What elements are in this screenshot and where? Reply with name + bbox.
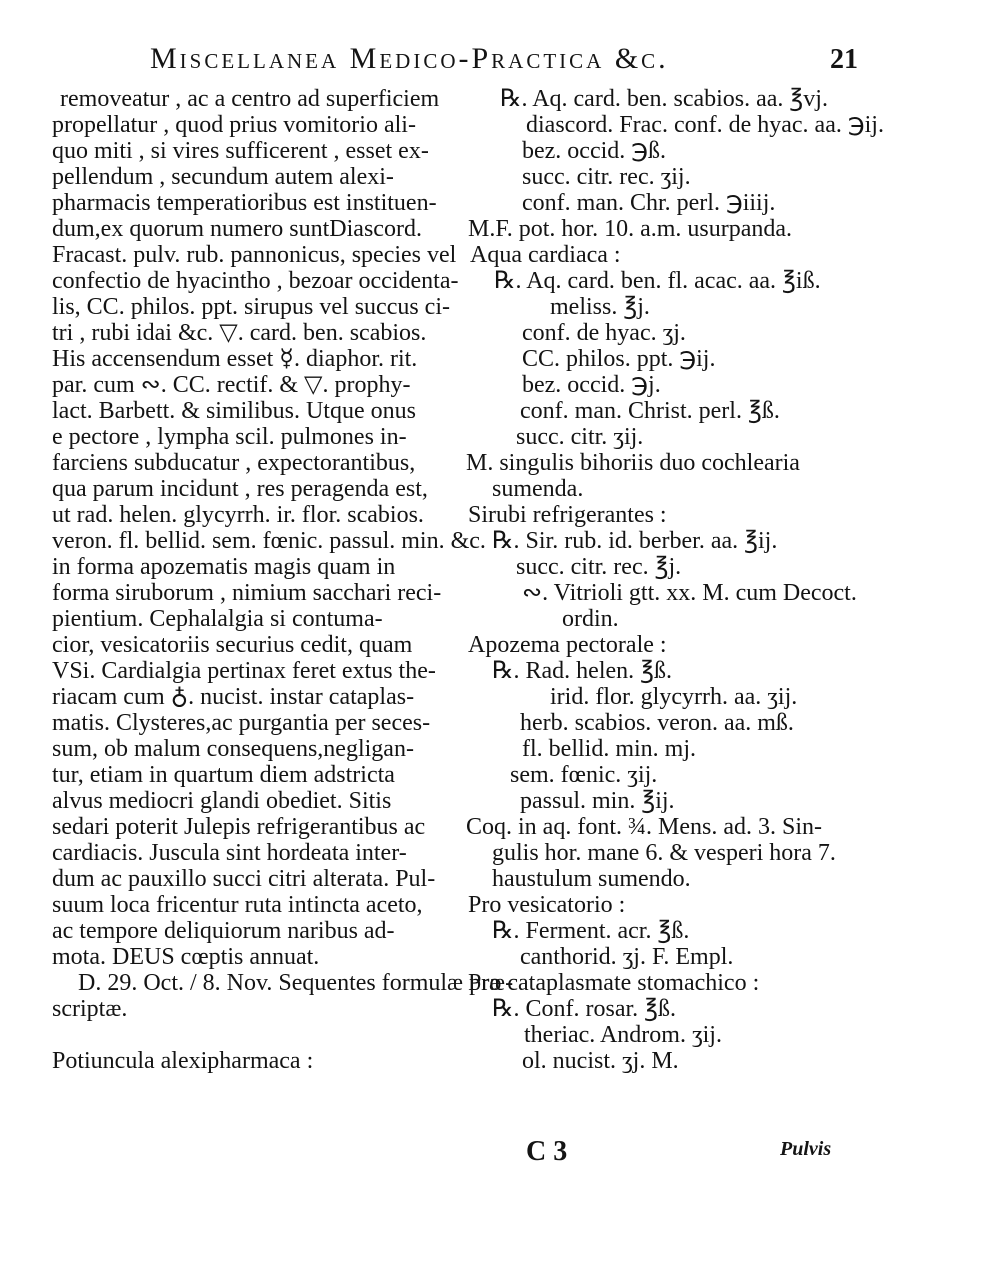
right-column-line: theriac. Androm. ʒij.	[524, 1022, 722, 1048]
right-column-line: fl. bellid. min. mj.	[522, 736, 696, 762]
left-column-line: e pectore , lympha scil. pulmones in-	[52, 424, 407, 450]
right-column-line: irid. flor. glycyrrh. aa. ʒij.	[550, 684, 798, 710]
left-column-line: alvus mediocri glandi obediet. Sitis	[52, 788, 392, 814]
right-text-column	[466, 86, 884, 1074]
right-column-line: gulis hor. mane 6. & vesperi hora 7.	[492, 840, 836, 866]
left-column-line: propellatur , quod prius vomitorio ali-	[52, 112, 416, 138]
right-column-line: succ. citr. ʒij.	[516, 424, 644, 450]
right-column-line: Coq. in aq. font. ¾. Mens. ad. 3. Sin-	[466, 814, 822, 840]
right-column-line: M. singulis bihoriis duo cochlearia	[466, 450, 800, 476]
left-column-line: D. 29. Oct. / 8. Nov. Sequentes formulæ præ-	[78, 970, 514, 996]
left-column-line: VSi. Cardialgia pertinax feret extus the-	[52, 658, 436, 684]
left-column-line: qua parum incidunt , res peragenda est,	[52, 476, 428, 502]
left-column-line: ac tempore deliquiorum naribus ad-	[52, 918, 395, 944]
right-column-line: ℞. Rad. helen. ℥ß.	[492, 658, 673, 684]
left-column-line: His accensendum esset ☿. diaphor. rit.	[52, 346, 418, 372]
left-column-line: in forma apozematis magis quam in	[52, 554, 396, 580]
left-column-line: pientium. Cephalalgia si contuma-	[52, 606, 383, 632]
right-column-line: Aqua cardiaca :	[470, 242, 621, 268]
right-column-line: bez. occid. ℈ß.	[522, 138, 667, 164]
left-column-line: riacam cum ♁. nucist. instar cataplas-	[52, 684, 415, 710]
left-column-line: cior, vesicatoriis securius cedit, quam	[52, 632, 413, 658]
left-column-line: lis, CC. philos. ppt. sirupus vel succus ci-	[52, 294, 450, 320]
left-column-line: farciens subducatur , expectorantibus,	[52, 450, 416, 476]
right-column-line: CC. philos. ppt. ℈ij.	[522, 346, 716, 372]
right-column-line: succ. citr. rec. ʒij.	[522, 164, 691, 190]
left-column-line: ut rad. helen. glycyrrh. ir. flor. scabios.	[52, 502, 424, 528]
right-column-line: Sirubi refrigerantes :	[468, 502, 667, 528]
right-column-line: ℞. Aq. card. ben. fl. acac. aa. ℥iß.	[494, 268, 821, 294]
right-column-line: haustulum sumendo.	[492, 866, 691, 892]
running-title: Miscellanea Medico-Practica &c.	[150, 42, 669, 75]
right-column-line: ol. nucist. ʒj. M.	[522, 1048, 679, 1074]
right-column-line: sem. fœnic. ʒij.	[510, 762, 658, 788]
left-column-line: tri , rubi idai &c. ▽. card. ben. scabios.	[52, 320, 427, 346]
left-column-line: mota. DEUS cœptis annuat.	[52, 944, 320, 970]
left-column-line: sum, ob malum consequens,negligan-	[52, 736, 414, 762]
left-column-line: matis. Clysteres,ac purgantia per seces-	[52, 710, 431, 736]
right-column-line: bez. occid. ℈j.	[522, 372, 661, 398]
running-header	[150, 42, 870, 82]
left-column-line: dum,ex quorum numero suntDiascord.	[52, 216, 422, 242]
left-column-line: Fracast. pulv. rub. pannonicus, species vel	[52, 242, 457, 268]
right-column-line: meliss. ℥j.	[550, 294, 650, 320]
right-column-line: conf. man. Chr. perl. ℈iiij.	[522, 190, 776, 216]
left-column-line	[52, 1022, 452, 1048]
left-column-line: pharmacis temperatioribus est instituen-	[52, 190, 437, 216]
left-column-line: suum loca fricentur ruta intincta aceto,	[52, 892, 423, 918]
right-column-line: ℞. Conf. rosar. ℥ß.	[492, 996, 677, 1022]
left-column-line: quo miti , si vires sufficerent , esset ex-	[52, 138, 429, 164]
left-text-column	[52, 86, 514, 1074]
left-column-line: cardiacis. Juscula sint hordeata inter-	[52, 840, 407, 866]
right-column-line: conf. man. Christ. perl. ℥ß.	[520, 398, 780, 424]
left-column-line: forma siruborum , nimium sacchari reci-	[52, 580, 442, 606]
right-column-line: ℞. Sir. rub. id. berber. aa. ℥ij.	[492, 528, 778, 554]
signature-mark: C 3	[526, 1136, 568, 1167]
right-column-line: ∾. Vitrioli gtt. xx. M. cum Decoct.	[522, 580, 857, 606]
left-column-line: pellendum , secundum autem alexi-	[52, 164, 394, 190]
right-column-line: ordin.	[562, 606, 619, 632]
left-column-line: tur, etiam in quartum diem adstricta	[52, 762, 395, 788]
right-column-line: ℞. Aq. card. ben. scabios. aa. ℥vj.	[500, 86, 828, 112]
left-column-line: par. cum ∾. CC. rectif. & ▽. prophy-	[52, 372, 411, 398]
right-column-line: passul. min. ℥ij.	[520, 788, 675, 814]
right-column-line: ℞. Ferment. acr. ℥ß.	[492, 918, 690, 944]
right-column-line: diascord. Frac. conf. de hyac. aa. ℈ij.	[526, 112, 884, 138]
right-column-line: Apozema pectorale :	[468, 632, 667, 658]
right-column-line: canthorid. ʒj. F. Empl.	[520, 944, 734, 970]
right-column-line: sumenda.	[492, 476, 584, 502]
left-column-line: dum ac pauxillo succi citri alterata. Pul-	[52, 866, 436, 892]
left-column-line: confectio de hyacintho , bezoar occidenta-	[52, 268, 459, 294]
right-column-line: herb. scabios. veron. aa. mß.	[520, 710, 794, 736]
catchword: Pulvis	[780, 1138, 832, 1160]
right-column-line: M.F. pot. hor. 10. a.m. usurpanda.	[468, 216, 793, 242]
left-column-line: Potiuncula alexipharmaca :	[52, 1048, 314, 1074]
left-column-line: removeatur , ac a centro ad superficiem	[60, 86, 440, 112]
page-number: 21	[830, 44, 858, 75]
left-column-line: veron. fl. bellid. sem. fœnic. passul. min. &c.	[52, 528, 486, 554]
right-column-line: Pro vesicatorio :	[468, 892, 626, 918]
right-column-line: conf. de hyac. ʒj.	[522, 320, 686, 346]
right-column-line: Pro cataplasmate stomachico :	[468, 970, 760, 996]
left-column-line: sedari poterit Julepis refrigerantibus ac	[52, 814, 426, 840]
left-column-line: lact. Barbett. & similibus. Utque onus	[52, 398, 416, 424]
left-column-line: scriptæ.	[52, 996, 128, 1022]
right-column-line: succ. citr. rec. ℥j.	[516, 554, 682, 580]
